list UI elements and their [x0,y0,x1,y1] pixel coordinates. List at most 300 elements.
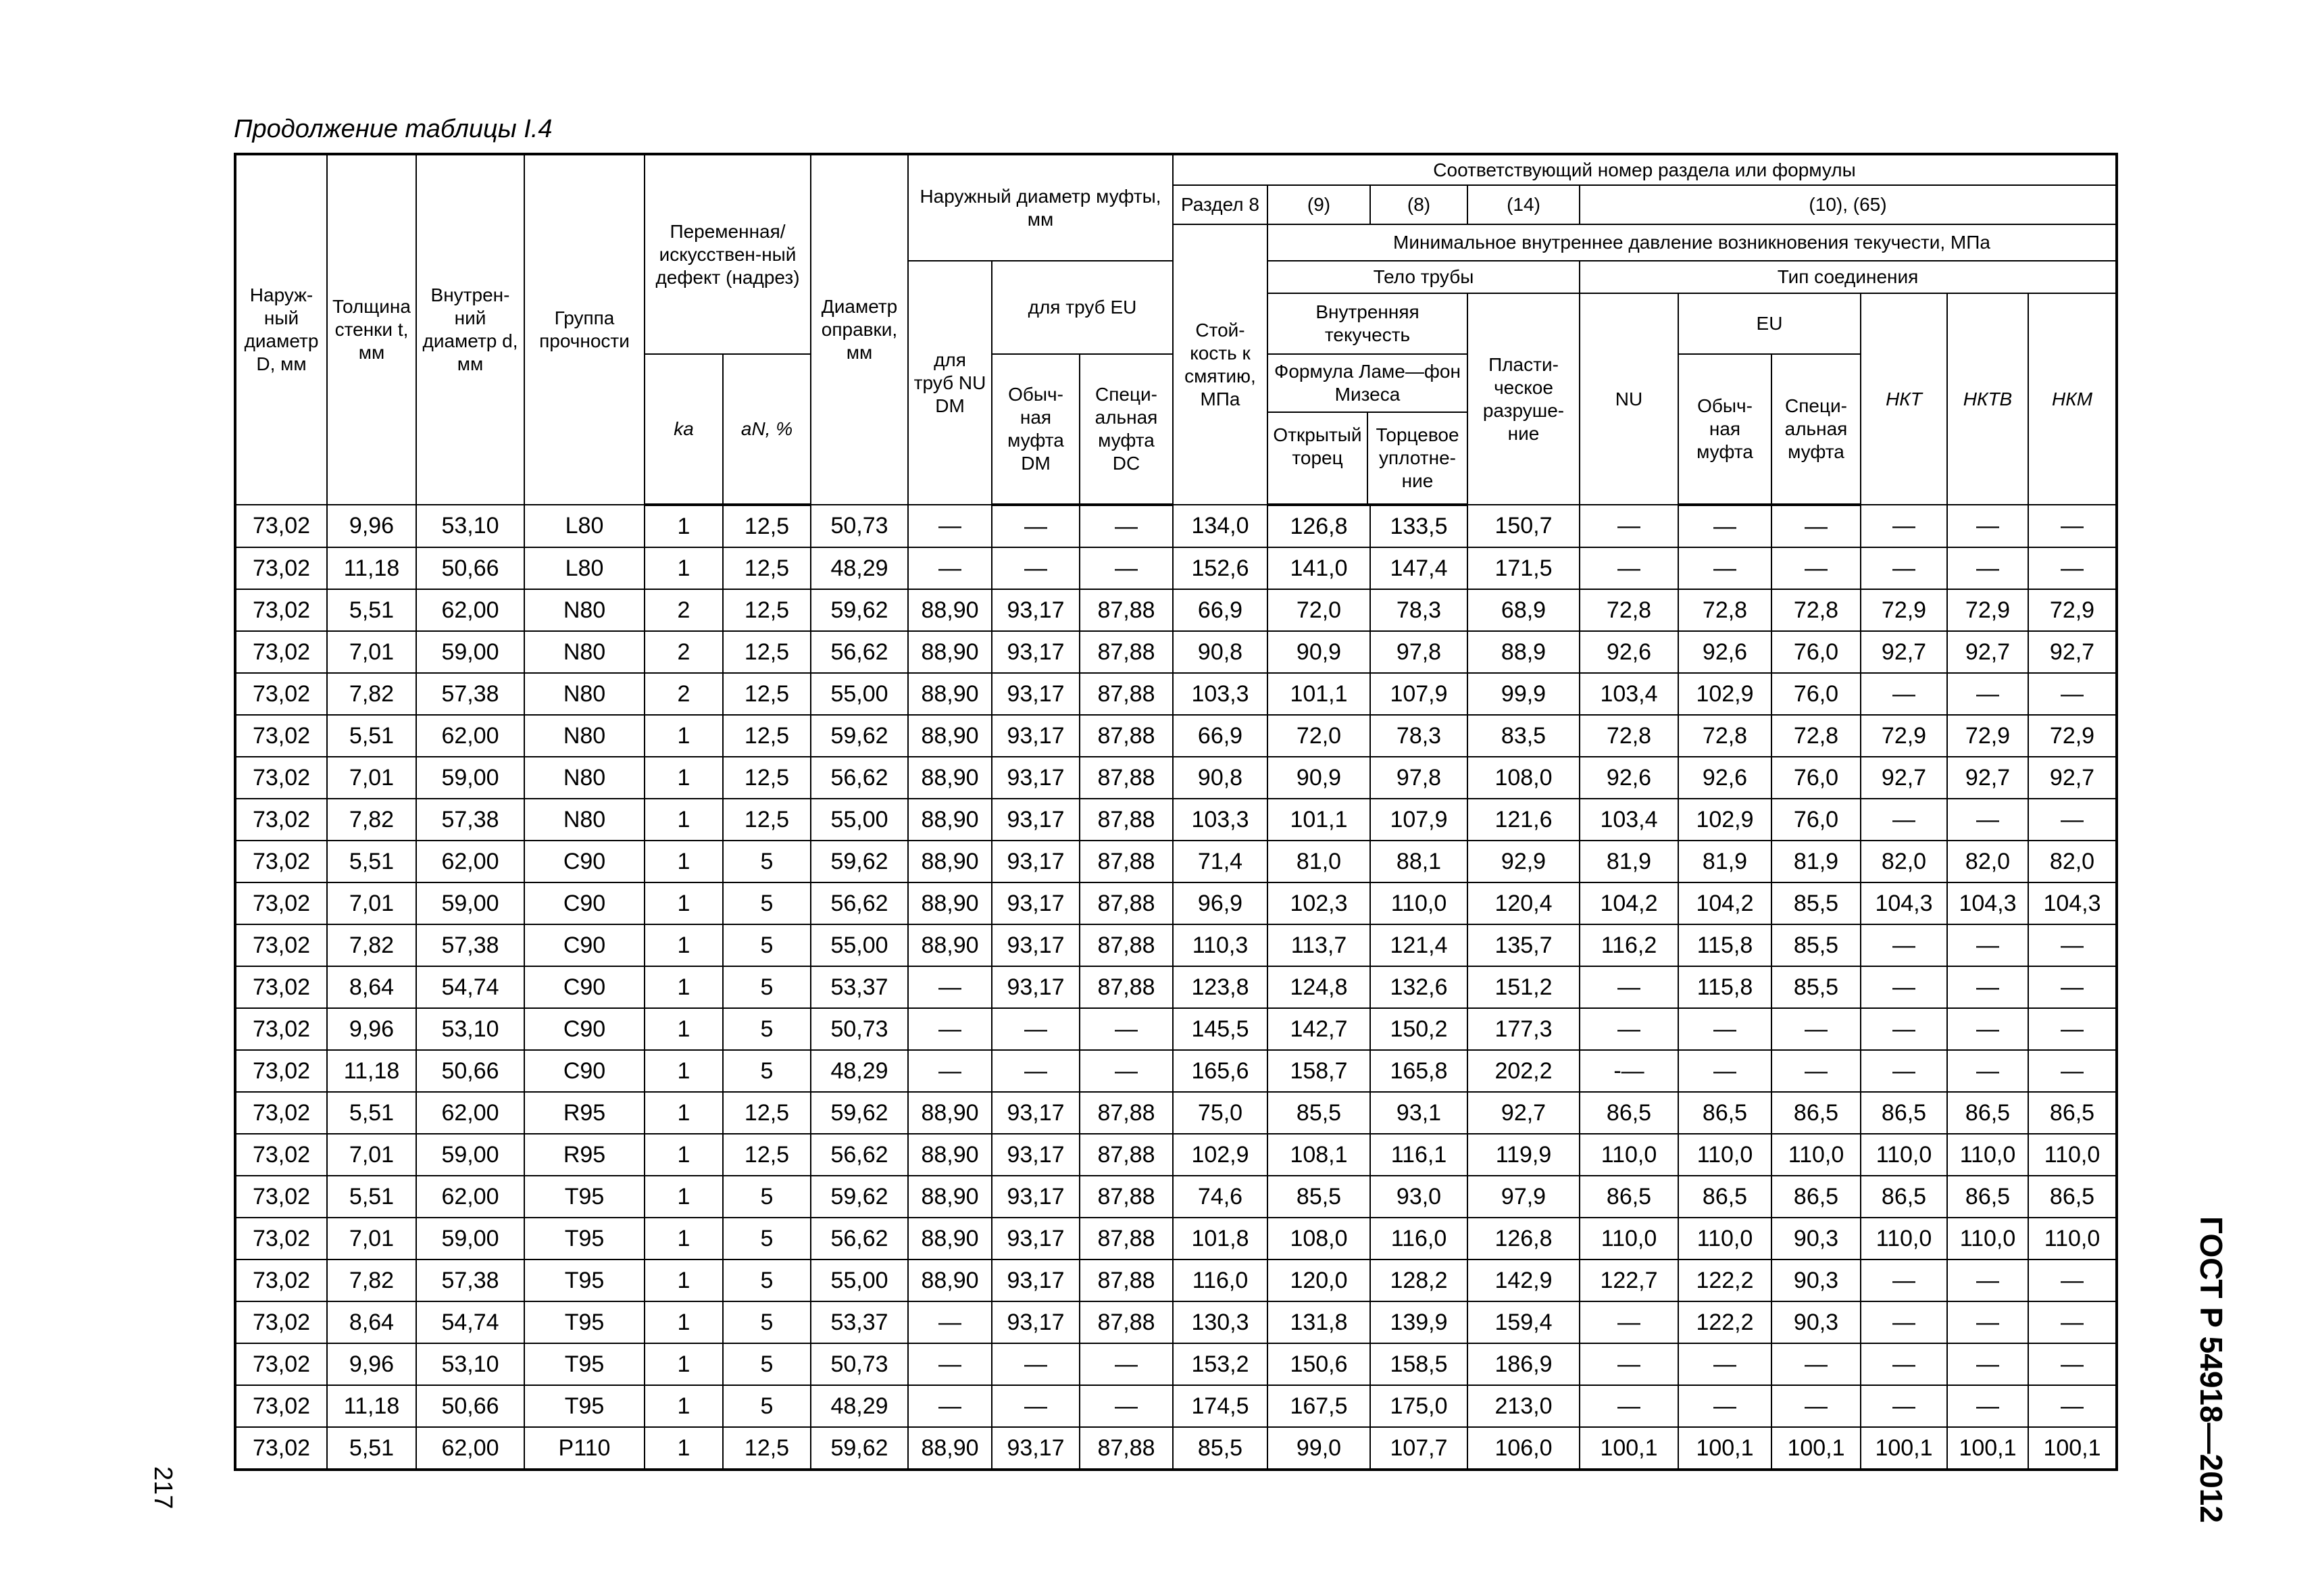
table-cell: — [1947,673,2028,715]
table-cell: 81,9 [1771,841,1861,882]
table-cell: 50,73 [811,1008,908,1050]
table-cell: 104,3 [1947,882,2028,924]
table-cell: — [1771,1050,1861,1092]
table-cell: 93,17 [992,1092,1080,1134]
table-cell: 132,6 [1370,966,1467,1008]
table-row [235,1301,2117,1343]
table-cell: 85,5 [1771,882,1861,924]
table-cell: 86,5 [1861,1176,1947,1218]
table-cell: — [1861,1301,1947,1343]
table-cell: 87,88 [1080,841,1173,882]
table-cell: — [1861,799,1947,841]
table-cell: 106,0 [1467,1427,1580,1470]
header-open-end: Открытый торец [1268,413,1368,503]
table-cell: 110,0 [1678,1218,1771,1260]
table-cell: 115,8 [1678,924,1771,966]
table-cell: 1 [645,841,723,882]
table-cell: — [1771,547,1861,589]
table-cell: 7,82 [327,673,416,715]
table-cell: 97,8 [1370,757,1467,799]
table-cell: 85,5 [1267,1176,1370,1218]
table-cell: 73,02 [235,1092,327,1134]
header-connection-type: Тип соединения [1580,261,2117,293]
table-cell: 85,5 [1771,924,1861,966]
table-cell: — [1080,547,1173,589]
table-cell: 126,8 [1267,505,1370,547]
gost-code: ГОСТ Р 54918—2012 [2194,1216,2229,1523]
table-cell: 86,5 [2028,1176,2117,1218]
table-cell: 86,5 [1580,1092,1678,1134]
table-cell: 142,7 [1267,1008,1370,1050]
table-cell: 12,5 [723,589,811,631]
table-cell: 99,0 [1267,1427,1370,1470]
header-defect: Переменная/ искусствен-ный дефект (надрез) [645,154,811,354]
table-cell: — [1771,1008,1861,1050]
table-cell: 102,9 [1678,673,1771,715]
header-nu: NU [1580,293,1678,505]
table-cell: 8,64 [327,966,416,1008]
table-cell: 72,8 [1580,589,1678,631]
table-cell: 87,88 [1080,1260,1173,1301]
table-cell: 93,17 [992,882,1080,924]
table-cell: 87,88 [1080,631,1173,673]
table-cell: — [1580,1008,1678,1050]
table-cell: R95 [524,1092,645,1134]
table-cell: C90 [524,841,645,882]
table-cell: 151,2 [1467,966,1580,1008]
table-cell: 110,0 [1861,1218,1947,1260]
table-cell: 9,96 [327,505,416,547]
table-cell: — [1678,1385,1771,1427]
table-row [235,757,2117,799]
table-cell: 92,7 [1861,631,1947,673]
table-cell: 5,51 [327,841,416,882]
table-cell: 101,8 [1173,1218,1267,1260]
table-cell: 5 [723,1343,811,1385]
table-cell: 73,02 [235,1050,327,1092]
table-cell: 1 [645,1301,723,1343]
table-cell: — [1947,1343,2028,1385]
table-row [235,882,2117,924]
table-cell: 7,01 [327,757,416,799]
table-cell: — [2028,1343,2117,1385]
table-cell: 66,9 [1173,589,1267,631]
table-cell: L80 [524,505,645,547]
table-cell: 88,90 [908,1427,992,1470]
table-cell: 75,0 [1173,1092,1267,1134]
table-cell: 87,88 [1080,1176,1173,1218]
table-cell: 120,0 [1267,1260,1370,1301]
table-cell: 86,5 [2028,1092,2117,1134]
table-cell: N80 [524,673,645,715]
table-cell: 62,00 [416,1176,524,1218]
header-plastic-failure: Пласти-ческое разруше-ние [1467,293,1580,505]
table-cell: N80 [524,589,645,631]
header-ref-14: (14) [1467,185,1580,224]
table-cell: 7,01 [327,1218,416,1260]
table-cell: 102,9 [1678,799,1771,841]
header-min-pressure: Минимальное внутреннее давление возникновения текучести, МПа [1267,224,2117,261]
table-cell: 73,02 [235,924,327,966]
table-row [235,631,2117,673]
table-cell: 139,9 [1370,1301,1467,1343]
table-cell: 141,0 [1267,547,1370,589]
table-cell: 76,0 [1771,757,1861,799]
table-cell: 53,10 [416,505,524,547]
table-cell: 100,1 [2028,1427,2117,1470]
table-cell: 86,5 [1947,1092,2028,1134]
table-cell: 85,5 [1771,966,1861,1008]
table-row [235,589,2117,631]
table-cell: 73,02 [235,1218,327,1260]
table-cell: 86,5 [1861,1092,1947,1134]
table-cell: 93,17 [992,631,1080,673]
table-row [235,1176,2117,1218]
table-cell: 73,02 [235,799,327,841]
table-cell: N80 [524,715,645,757]
table-row [235,715,2117,757]
table-cell: 5 [723,1218,811,1260]
table-cell: 88,90 [908,1134,992,1176]
table-cell: 73,02 [235,505,327,547]
table-cell: — [1947,505,2028,547]
table-cell: — [1861,924,1947,966]
table-cell: 81,9 [1678,841,1771,882]
table-cell: 73,02 [235,966,327,1008]
header-ka: kа [645,354,723,505]
table-cell: — [992,1050,1080,1092]
table-cell: 59,62 [811,589,908,631]
header-nktv: НКТВ [1947,293,2028,505]
table-cell: 72,9 [1861,589,1947,631]
table-cell: — [2028,966,2117,1008]
table-cell: 1 [645,1050,723,1092]
table-cell: 11,18 [327,1385,416,1427]
table-cell: — [1580,505,1678,547]
table-cell: 93,1 [1370,1092,1467,1134]
table-cell: 12,5 [723,757,811,799]
table-cell: 104,3 [1861,882,1947,924]
table-cell: — [2028,547,2117,589]
table-cell: 88,90 [908,1176,992,1218]
table-cell: 88,90 [908,882,992,924]
header-eu-normal-coupling: Обыч-ная муфта [1678,354,1771,505]
table-cell: 93,17 [992,673,1080,715]
table-cell: 108,0 [1467,757,1580,799]
table-cell: 56,62 [811,1218,908,1260]
table-cell: 107,9 [1370,799,1467,841]
header-ref-9: (9) [1267,185,1370,224]
table-cell: 147,4 [1370,547,1467,589]
header-section-ref: Соответствующий номер раздела или формулы [1173,154,2117,185]
table-cell: 48,29 [811,1050,908,1092]
table-cell: 87,88 [1080,1218,1173,1260]
table-cell: 108,0 [1267,1218,1370,1260]
table-cell: 11,18 [327,547,416,589]
table-cell: P110 [524,1427,645,1470]
table-cell: 87,88 [1080,882,1173,924]
table-cell: T95 [524,1301,645,1343]
table-cell: 59,00 [416,757,524,799]
header-ref-8: (8) [1370,185,1467,224]
table-cell: — [908,1343,992,1385]
table-cell: 93,17 [992,1260,1080,1301]
table-cell: — [1080,1050,1173,1092]
table-cell: — [992,547,1080,589]
table-cell: 59,62 [811,841,908,882]
header-nkt: НКТ [1861,293,1947,505]
table-cell: C90 [524,1008,645,1050]
table-cell: 48,29 [811,1385,908,1427]
table-cell: 1 [645,1176,723,1218]
table-row [235,799,2117,841]
table-cell: 159,4 [1467,1301,1580,1343]
table-cell: 8,64 [327,1301,416,1343]
table-row [235,1343,2117,1385]
table-cell: 110,0 [2028,1218,2117,1260]
table-cell: — [1580,1301,1678,1343]
table-body [235,505,2117,1470]
table-cell: 96,9 [1173,882,1267,924]
header-an: aN, % [723,354,811,505]
table-cell: 88,90 [908,589,992,631]
table-cell: 115,8 [1678,966,1771,1008]
table-cell: 12,5 [723,1134,811,1176]
table-cell: 90,9 [1267,631,1370,673]
table-cell: 5 [723,1176,811,1218]
table-cell: 72,0 [1267,715,1370,757]
table-cell: T95 [524,1260,645,1301]
table-cell: 87,88 [1080,589,1173,631]
table-cell: 128,2 [1370,1260,1467,1301]
table-cell: 7,82 [327,924,416,966]
header-eu-special-coupling: Специ-альная муфта [1771,354,1861,505]
table-cell: 1 [645,1134,723,1176]
table-cell: 88,90 [908,757,992,799]
table-caption: Продолжение таблицы I.4 [234,115,553,143]
table-cell: — [1678,1050,1771,1092]
table-cell: 87,88 [1080,715,1173,757]
table-cell: 103,4 [1580,673,1678,715]
table-cell: 53,10 [416,1343,524,1385]
table-cell: — [1678,1008,1771,1050]
table-cell: — [992,1008,1080,1050]
table-cell: 158,5 [1370,1343,1467,1385]
table-cell: 88,90 [908,631,992,673]
table-cell: 83,5 [1467,715,1580,757]
table-cell: 55,00 [811,1260,908,1301]
table-cell: 213,0 [1467,1385,1580,1427]
table-cell: 110,0 [1771,1134,1861,1176]
table-row [235,1008,2117,1050]
table-cell: 110,0 [1370,882,1467,924]
table-cell: 90,8 [1173,631,1267,673]
table-cell: 5 [723,1260,811,1301]
table-cell: 122,2 [1678,1260,1771,1301]
table-cell: — [1947,1301,2028,1343]
table-cell: 59,00 [416,1134,524,1176]
table-cell: 57,38 [416,799,524,841]
table-cell: 90,9 [1267,757,1370,799]
header-lame-mises: Формула Ламе—фон Мизеса [1268,355,1467,413]
table-cell: 92,7 [1947,631,2028,673]
table-cell: C90 [524,882,645,924]
table-cell: 66,9 [1173,715,1267,757]
table-row [235,1050,2117,1092]
table-cell: 59,62 [811,1427,908,1470]
table-cell: 59,00 [416,631,524,673]
table-cell: 12,5 [723,631,811,673]
table-cell: 87,88 [1080,924,1173,966]
table-cell: — [1947,1385,2028,1427]
table-cell: 74,6 [1173,1176,1267,1218]
table-cell: — [1080,1008,1173,1050]
table-cell: 54,74 [416,966,524,1008]
table-cell: 174,5 [1173,1385,1267,1427]
table-row [235,1385,2117,1427]
table-cell: 93,17 [992,589,1080,631]
table-cell: — [1080,1385,1173,1427]
table-cell: 55,00 [811,924,908,966]
table-cell: — [1678,547,1771,589]
table-cell: 73,02 [235,631,327,673]
table-cell: 158,7 [1267,1050,1370,1092]
table-cell: 62,00 [416,715,524,757]
table-cell: R95 [524,1134,645,1176]
table-cell: 1 [645,757,723,799]
table-cell: 81,0 [1267,841,1370,882]
table-cell: 7,01 [327,882,416,924]
table-cell: — [2028,1385,2117,1427]
table-cell: -— [1580,1050,1678,1092]
table-cell: 55,00 [811,673,908,715]
table-cell: 93,17 [992,1176,1080,1218]
table-cell: 122,7 [1580,1260,1678,1301]
table-cell: — [2028,924,2117,966]
table-cell: 82,0 [2028,841,2117,882]
table-cell: 101,1 [1267,673,1370,715]
table-row [235,966,2117,1008]
table-cell: — [1947,547,2028,589]
table-cell: — [1861,1343,1947,1385]
table-cell: 72,9 [2028,589,2117,631]
table-cell: 142,9 [1467,1260,1580,1301]
table-cell: N80 [524,631,645,673]
table-cell: 116,0 [1173,1260,1267,1301]
table-cell: 90,3 [1771,1260,1861,1301]
table-cell: 133,5 [1370,505,1467,547]
table-cell: 86,5 [1678,1176,1771,1218]
table-cell: 86,5 [1771,1092,1861,1134]
table-cell: 110,0 [1678,1134,1771,1176]
header-coupling-od: Наружный диаметр муфты, мм [908,154,1173,261]
table-cell: 152,6 [1173,547,1267,589]
table-cell: 124,8 [1267,966,1370,1008]
table-cell: 92,6 [1580,757,1678,799]
table-cell: 1 [645,1385,723,1427]
table-cell: — [908,547,992,589]
table-cell: — [1580,547,1678,589]
table-cell: 73,02 [235,757,327,799]
table-cell: 1 [645,924,723,966]
table-cell: 73,02 [235,1301,327,1343]
table-cell: 57,38 [416,673,524,715]
table-cell: — [1861,505,1947,547]
table-cell: — [1947,1008,2028,1050]
table-cell: 108,1 [1267,1134,1370,1176]
table-cell: 93,17 [992,1301,1080,1343]
table-cell: 73,02 [235,1008,327,1050]
table-cell: 107,9 [1370,673,1467,715]
table-cell: 53,37 [811,966,908,1008]
table-cell: 126,8 [1467,1218,1580,1260]
table-cell: 88,90 [908,673,992,715]
table-cell: 56,62 [811,1134,908,1176]
table-cell: 102,9 [1173,1134,1267,1176]
table-row [235,1218,2117,1260]
table-cell: 87,88 [1080,966,1173,1008]
table-cell: C90 [524,966,645,1008]
table-cell: 1 [645,966,723,1008]
table-cell: 73,02 [235,841,327,882]
table-cell: 110,0 [1580,1218,1678,1260]
table-cell: 7,82 [327,799,416,841]
table-cell: 73,02 [235,1343,327,1385]
table-cell: 93,17 [992,1134,1080,1176]
table-cell: 113,7 [1267,924,1370,966]
data-table [234,153,2118,1471]
table-cell: 92,6 [1580,631,1678,673]
table-cell: 116,2 [1580,924,1678,966]
table-cell: 12,5 [723,1092,811,1134]
table-cell: 71,4 [1173,841,1267,882]
table-cell: 5 [723,1385,811,1427]
table-cell: 93,17 [992,841,1080,882]
table-cell: 92,9 [1467,841,1580,882]
table-cell: 92,7 [1947,757,2028,799]
table-cell: — [1947,1050,2028,1092]
table-cell: 86,5 [1947,1176,2028,1218]
table-cell: 150,7 [1467,505,1580,547]
table-cell: 116,1 [1370,1134,1467,1176]
header-outer-diameter: Наруж-ный диаметр D, мм [235,154,327,505]
header-inner-diameter: Внутрен-ний диаметр d, мм [416,154,524,505]
table-cell: 202,2 [1467,1050,1580,1092]
table-cell: 56,62 [811,631,908,673]
table-cell: 5,51 [327,1176,416,1218]
table-cell: 5,51 [327,715,416,757]
table-cell: 5 [723,924,811,966]
table-cell: 5 [723,1050,811,1092]
header-internal-yield: Внутренняя текучесть [1267,293,1467,354]
table-cell: 2 [645,631,723,673]
table-cell: — [1861,673,1947,715]
table-cell: 134,0 [1173,505,1267,547]
table-cell: 73,02 [235,589,327,631]
table-cell: 5 [723,1301,811,1343]
table-cell: 150,6 [1267,1343,1370,1385]
table-cell: 110,0 [1947,1218,2028,1260]
table-cell: 50,73 [811,505,908,547]
table-cell: 5 [723,966,811,1008]
page-number: 217 [149,1466,177,1510]
table-cell: 54,74 [416,1301,524,1343]
table-cell: 12,5 [723,799,811,841]
table-cell: 57,38 [416,1260,524,1301]
header-eu: EU [1678,293,1861,354]
table-cell: 72,8 [1678,589,1771,631]
table-cell: 73,02 [235,715,327,757]
